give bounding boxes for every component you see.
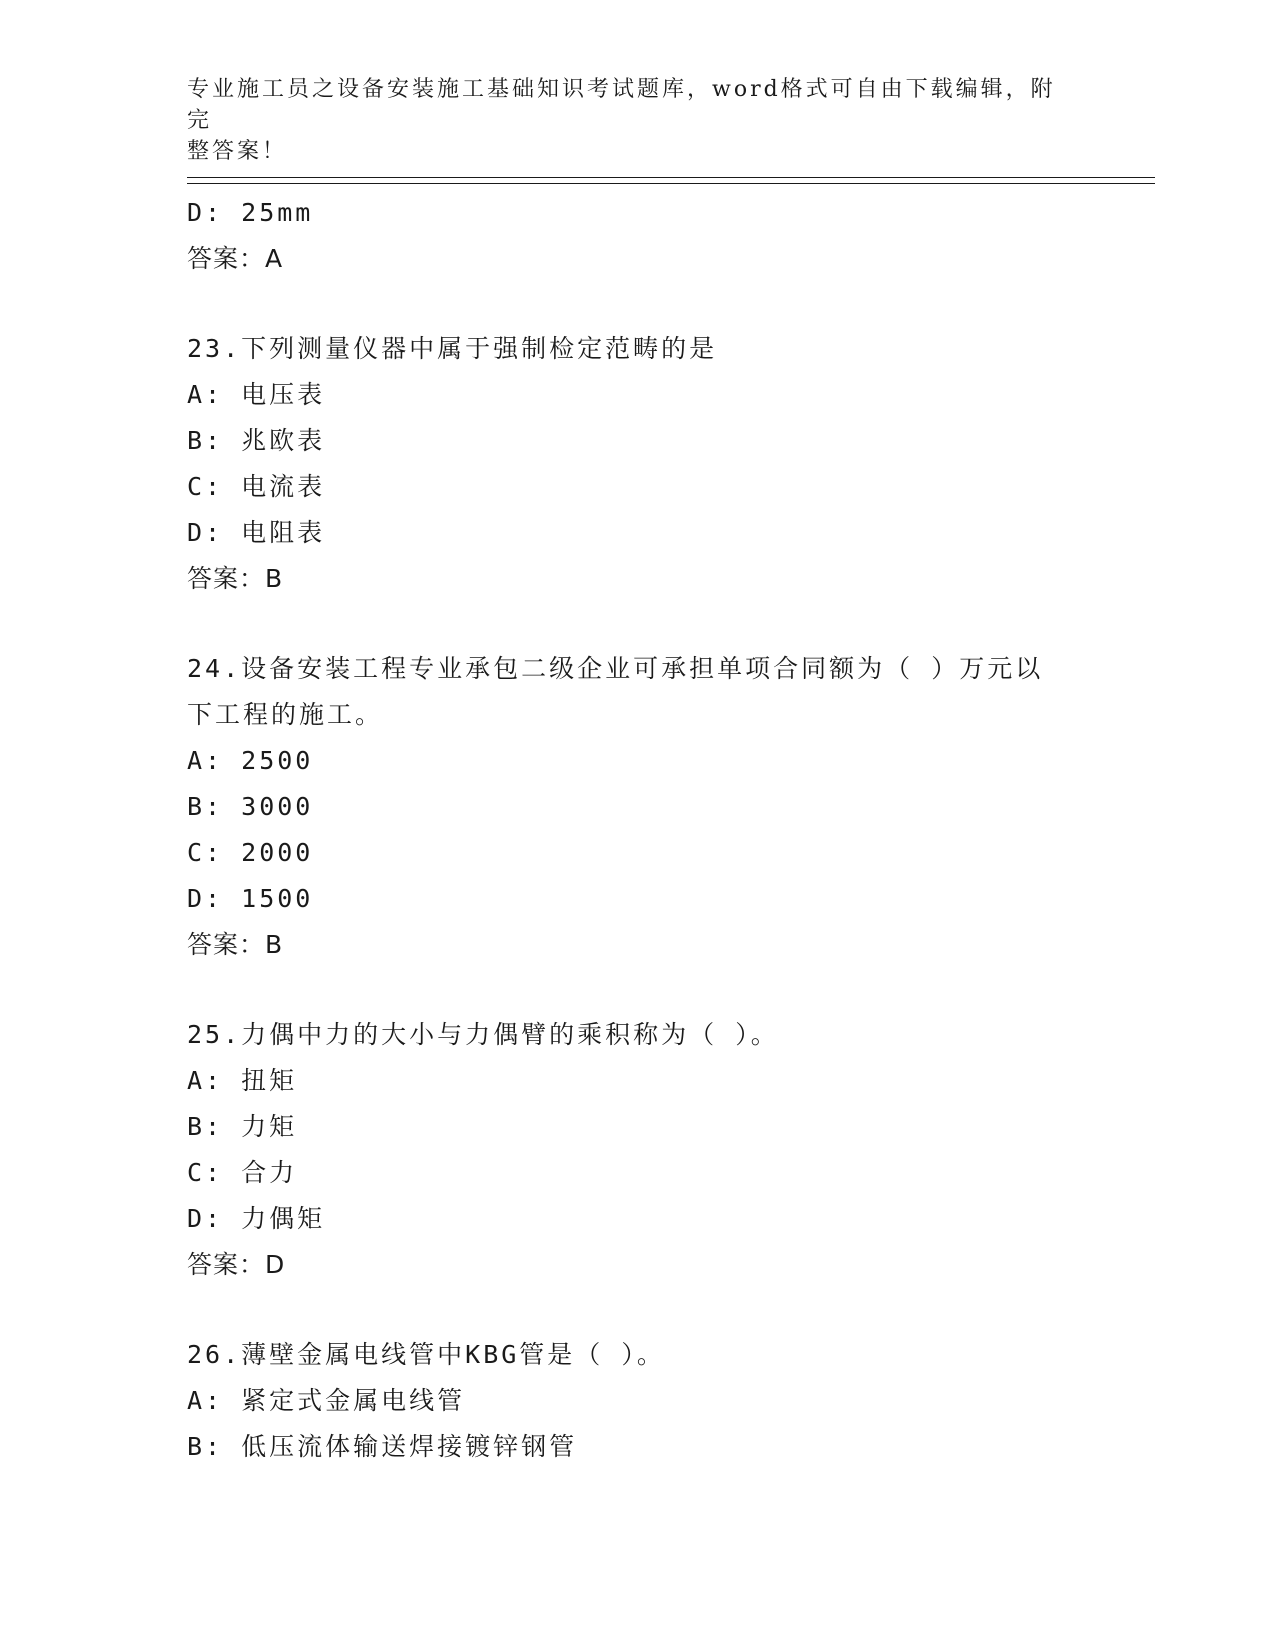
option-d: D: 25mm (187, 198, 314, 227)
option-d: D: 力偶矩 (187, 1204, 326, 1233)
option-a: A: 电压表 (187, 380, 326, 409)
header-line-2: 整答案！ (187, 139, 288, 164)
header-divider-bottom (187, 183, 1155, 184)
question-list (187, 190, 1087, 1470)
question-stem: 23.下列测量仪器中属于强制检定范畴的是 (187, 334, 718, 363)
option-d: D: 1500 (187, 884, 314, 913)
option-b: B: 3000 (187, 792, 314, 821)
question-22-partial (187, 190, 1087, 282)
option-a: A: 2500 (187, 746, 314, 775)
question-stem: 25.力偶中力的大小与力偶臂的乘积称为（ ）。 (187, 1020, 779, 1049)
answer-line: 答案：A (187, 244, 284, 273)
option-b: B: 兆欧表 (187, 426, 326, 455)
question-stem-line-2: 下工程的施工。 (187, 700, 384, 729)
option-b: B: 低压流体输送焊接镀锌钢管 (187, 1432, 578, 1461)
question-stem: 26.薄壁金属电线管中KBG管是（ ）。 (187, 1340, 665, 1369)
spacer (187, 282, 1087, 326)
spacer (187, 602, 1087, 646)
option-c: C: 合力 (187, 1158, 298, 1187)
answer-line: 答案：D (187, 1250, 286, 1279)
answer-line: 答案：B (187, 930, 284, 959)
answer-line: 答案：B (187, 564, 284, 593)
question-25 (187, 1012, 1087, 1288)
option-a: A: 扭矩 (187, 1066, 298, 1095)
question-stem-line-1: 24.设备安装工程专业承包二级企业可承担单项合同额为（ ）万元以 (187, 654, 1044, 683)
option-d: D: 电阻表 (187, 518, 326, 547)
spacer (187, 1288, 1087, 1332)
question-26 (187, 1332, 1087, 1470)
option-c: C: 2000 (187, 838, 314, 867)
question-23 (187, 326, 1087, 602)
option-b: B: 力矩 (187, 1112, 298, 1141)
header-divider-top (187, 177, 1155, 178)
document-header (187, 74, 1067, 167)
question-24 (187, 646, 1087, 968)
option-c: C: 电流表 (187, 472, 326, 501)
header-line-1: 专业施工员之设备安装施工基础知识考试题库，word格式可自由下载编辑，附完 (187, 77, 1056, 133)
spacer (187, 968, 1087, 1012)
option-a: A: 紧定式金属电线管 (187, 1386, 466, 1415)
